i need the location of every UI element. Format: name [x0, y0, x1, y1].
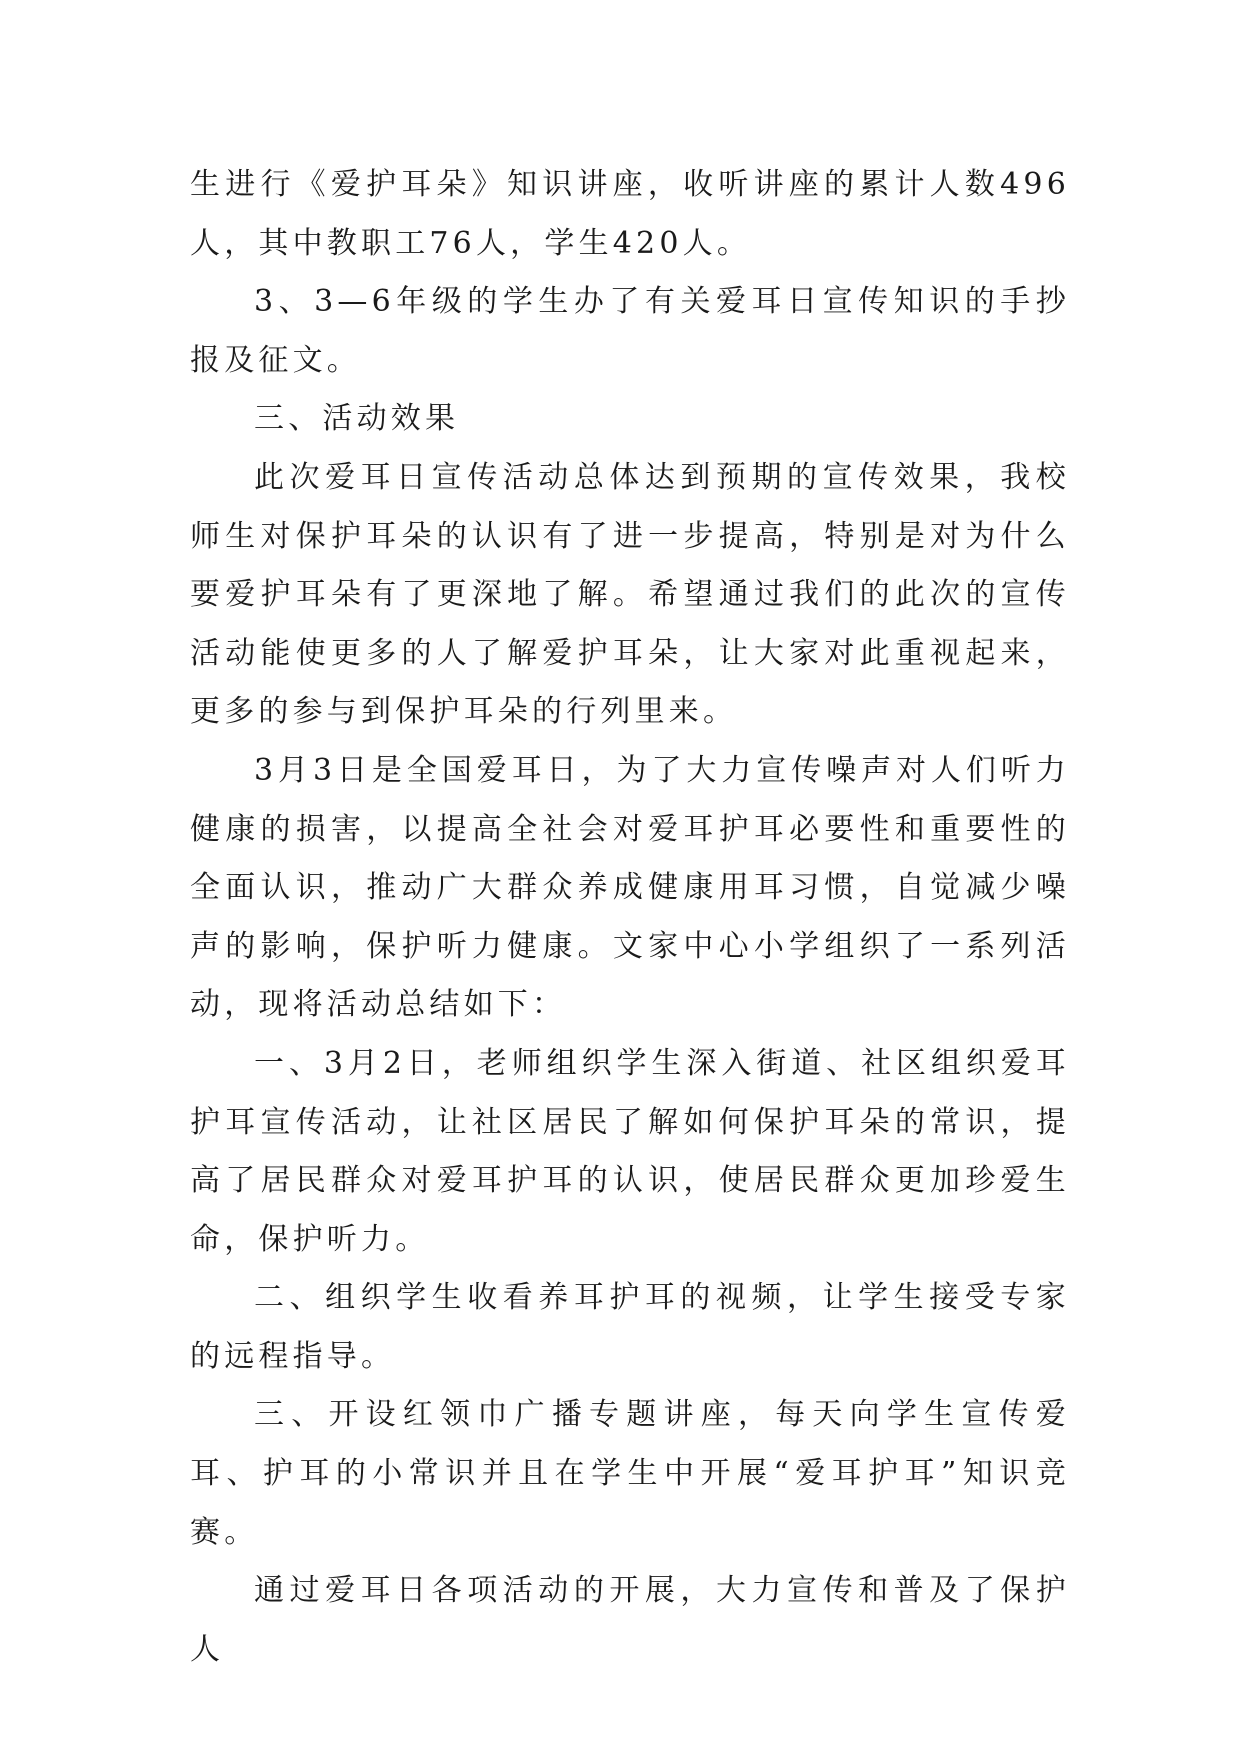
- paragraph-8: 三、开设红领巾广播专题讲座，每天向学生宣传爱耳、护耳的小常识并且在学生中开展“爱耳护耳”知识竞赛。: [190, 1397, 1070, 1550]
- paragraph-9: 通过爱耳日各项活动的开展，大力宣传和普及了保护人: [190, 1573, 1070, 1667]
- paragraph-4: 此次爱耳日宣传活动总体达到预期的宣传效果，我校师生对保护耳朵的认识有了进一步提高，特别是对为什么要爱护耳朵有了更深地了解。希望通过我们的此次的宣传活动能使更多的人了解爱护耳朵，让大家对此重视起来，更多的参与到保护耳朵的行列里来。: [190, 459, 1070, 730]
- paragraph-7: 二、组织学生收看养耳护耳的视频，让学生接受专家的远程指导。: [190, 1280, 1070, 1374]
- paragraph-1: 生进行《爱护耳朵》知识讲座，收听讲座的累计人数496人，其中教职工76人，学生420人。: [190, 167, 1070, 261]
- section-heading-activity-effect: 三、活动效果: [254, 401, 460, 437]
- paragraph-6: 一、3月2日，老师组织学生深入街道、社区组织爱耳护耳宣传活动，让社区居民了解如何保护耳朵的常识，提高了居民群众对爱耳护耳的认识，使居民群众更加珍爱生命，保护听力。: [190, 1045, 1070, 1257]
- paragraph-2: 3、3—6年级的学生办了有关爱耳日宣传知识的手抄报及征文。: [190, 284, 1070, 378]
- paragraph-5: 3月3日是全国爱耳日，为了大力宣传噪声对人们听力健康的损害，以提高全社会对爱耳护耳必要性和重要性的全面认识，推动广大群众养成健康用耳习惯，自觉减少噪声的影响，保护听力健康。文家中心小学组织了一系列活动，现将活动总结如下：: [190, 752, 1070, 1023]
- document-body: [190, 156, 1070, 1679]
